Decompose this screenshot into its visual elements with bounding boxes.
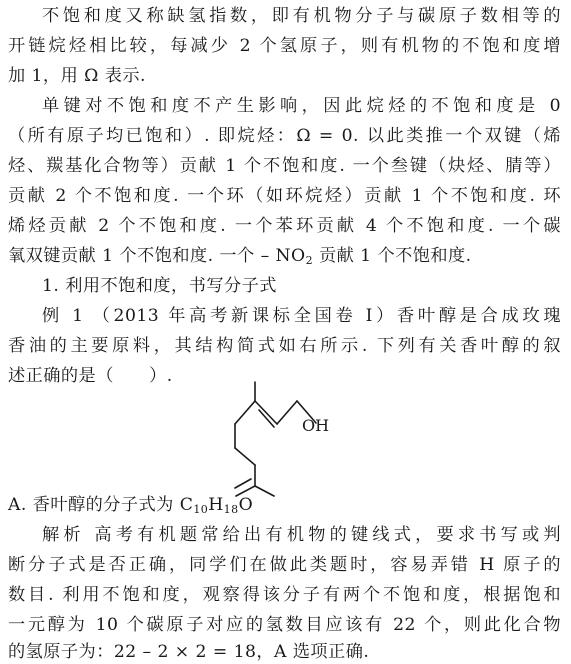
analysis-line-3: 数目. 利用不饱和度，观察得该分子有两个不饱和度，根据饱和 bbox=[8, 585, 561, 605]
bond-c2-c1 bbox=[277, 401, 297, 424]
no2-subscript: 2 bbox=[305, 254, 314, 267]
paragraph-1-line-1: 不饱和度又称缺氢指数，即有机物分子与碳原子数相等的 bbox=[42, 6, 561, 26]
geraniol-structure-diagram bbox=[208, 379, 348, 497]
carbon-count-subscript: 10 bbox=[193, 503, 209, 516]
paragraph-2-line-6-tail: 贡献 1 个不饱和度. bbox=[313, 246, 472, 266]
example-line-2: 香油的主要原料，其结构简式如右所示. 下列有关香叶醇的叙 bbox=[8, 336, 561, 356]
hydrogen-symbol: H bbox=[208, 495, 224, 515]
example-line-3: 述正确的是（ ）. bbox=[8, 366, 173, 386]
analysis-line-2: 断分子式是否正确，同学们在做此类题时，容易弄错 H 原子的 bbox=[8, 555, 561, 575]
paragraph-2-line-4: 贡献 2 个不饱和度. 一个环（如环烷烃）贡献 1 个不饱和度. 环 bbox=[8, 186, 561, 206]
paragraph-2-line-6-text: 氧双键贡献 1 个不饱和度. 一个 – NO bbox=[8, 246, 306, 266]
option-a bbox=[8, 493, 561, 517]
bond-c7-methyl-left-inner bbox=[235, 479, 251, 488]
bond-c3-c4 bbox=[235, 401, 255, 424]
oxygen-symbol: O bbox=[238, 495, 254, 515]
bond-c3-c2-outer bbox=[255, 401, 277, 424]
hydrogen-count-subscript: 18 bbox=[223, 503, 239, 516]
paragraph-2-line-6 bbox=[8, 244, 561, 268]
hydroxyl-label: OH bbox=[302, 416, 330, 435]
section-heading: 1. 利用不饱和度，书写分子式 bbox=[42, 276, 277, 296]
paragraph-2-line-5: 烯烃贡献 2 个不饱和度. 一个苯环贡献 4 个不饱和度. 一个碳 bbox=[8, 216, 561, 236]
option-a-text: A. 香叶醇的分子式为 C bbox=[8, 495, 194, 515]
paragraph-2-line-3: 烃、羰基化合物等）贡献 1 个不饱和度. 一个叁键（炔烃、腈等） bbox=[8, 156, 561, 176]
paragraph-1-line-3: 加 1，用 Ω 表示. bbox=[8, 66, 146, 86]
bond-c5-c6 bbox=[235, 448, 255, 465]
example-line-1: 例 1 （2013 年高考新课标全国卷 Ⅰ）香叶醇是合成玫瑰 bbox=[42, 306, 561, 326]
paragraph-2-line-1: 单键对不饱和度不产生影响，因此烷烃的不饱和度是 0 bbox=[42, 96, 561, 116]
analysis-line-4: 一元醇为 10 个碳原子对应的氢数目应该有 22 个，则此化合物 bbox=[8, 615, 561, 635]
analysis-line-1: 解析 高考有机题常给出有机物的键线式，要求书写或判 bbox=[42, 525, 561, 545]
analysis-line-5: 的氢原子为：22 – 2 × 2 = 18，A 选项正确. bbox=[8, 642, 370, 662]
paragraph-2-line-2: （所有原子均已饱和）. 即烷烃：Ω = 0. 以此类推一个双键（烯 bbox=[8, 126, 561, 146]
paragraph-1-line-2: 开链烷烃相比较，每减少 2 个氢原子，则有机物的不饱和度增 bbox=[8, 36, 561, 56]
